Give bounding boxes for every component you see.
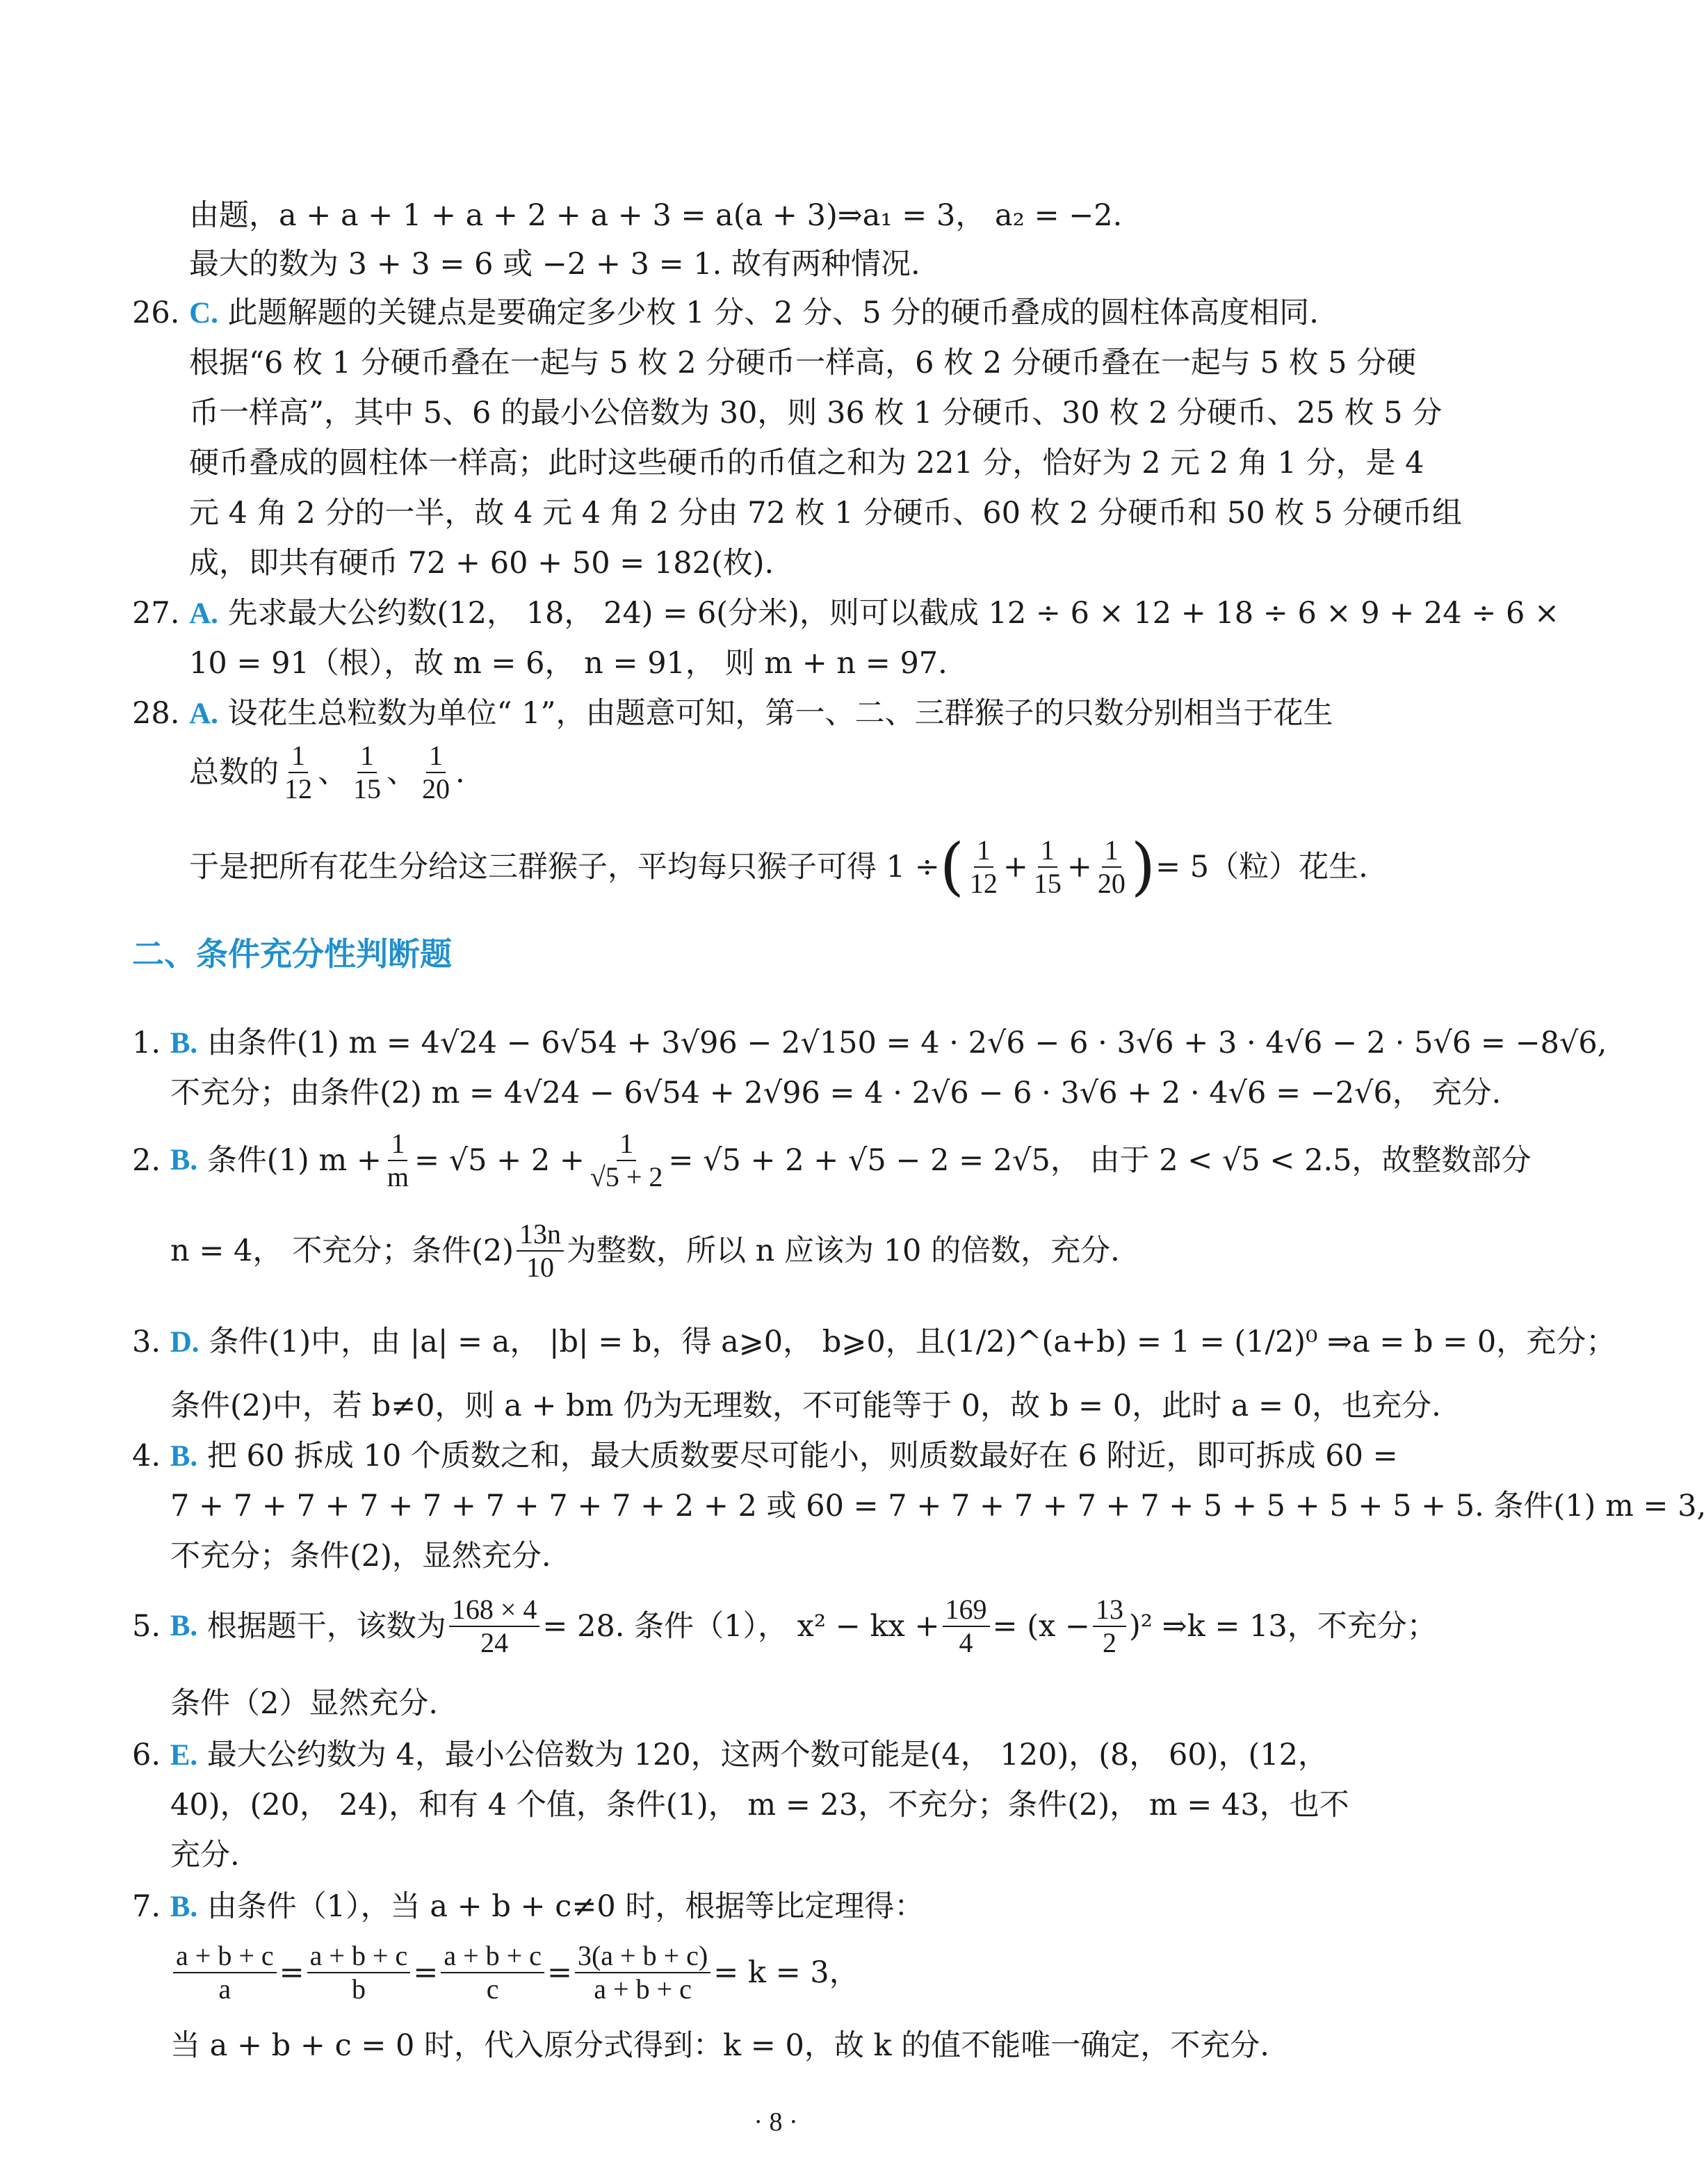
- solution-line: [170, 1940, 859, 2005]
- fraction: $\frac{3(a + b + c)}{a + b + c}$: [575, 1940, 710, 2005]
- item-4: [132, 1435, 1398, 1478]
- solution-line: 充分.: [170, 1838, 240, 1872]
- paren: (: [939, 830, 964, 903]
- solution-line: 当 a + b + c = 0 时，代入原分式得到：k = 0，故 k 的值不能唯一确定，不充分.: [170, 2028, 1269, 2063]
- solution-text: 设花生总粒数为单位“ 1”，由题意可知，第一、二、三群猴子的只数分别相当于花生: [227, 696, 1333, 731]
- fraction: $\frac{a + b + c}{b}$: [307, 1940, 411, 2005]
- text: =: [279, 1955, 304, 1990]
- fraction: 13n 10: [517, 1218, 564, 1284]
- text: = k = 3，: [713, 1955, 859, 1990]
- question-number: 6.: [132, 1738, 161, 1772]
- text: +: [1002, 850, 1028, 884]
- text: =: [546, 1955, 572, 1990]
- text: 总数的: [189, 755, 279, 790]
- text: +: [1066, 850, 1092, 884]
- fraction: 1 12: [284, 740, 312, 804]
- fraction: $\frac{1}{m}$: [387, 1128, 409, 1192]
- answer-letter: E.: [170, 1739, 198, 1772]
- item-1: [132, 1022, 1607, 1065]
- question-number: 26.: [132, 296, 180, 330]
- text: 为整数，所以 n 应该为 10 的倍数，充分.: [567, 1233, 1120, 1268]
- text: 条件(1) m +: [206, 1143, 382, 1178]
- text: n = 4， 不充分；条件(2): [170, 1233, 514, 1268]
- question-number: 7.: [132, 1889, 161, 1924]
- question-number: 28.: [132, 696, 180, 731]
- item-7: [132, 1886, 924, 1928]
- solution-line: 不充分；条件(2)，显然充分.: [170, 1539, 551, 1574]
- fraction: $\frac{1}{20}$: [1097, 834, 1126, 899]
- solution-text: 条件(1)中，由 |a| = a， |b| = b，得 a⩾0， b⩾0，且(1/2)^(a+b) = 1 = (1/2)⁰ ⇒a = b = 0，充分；: [209, 1325, 1616, 1359]
- question-number: 3.: [132, 1325, 161, 1359]
- answer-letter: A.: [189, 697, 218, 730]
- text: = √5 + 2 + √5 − 2 = 2√5， 由于 2 < √5 < 2.5，故整数部分: [668, 1143, 1532, 1178]
- fraction: 1 20: [422, 740, 450, 804]
- answer-letter: B.: [170, 1891, 198, 1923]
- item-6: [132, 1734, 1328, 1777]
- question-number: 2.: [132, 1143, 161, 1178]
- paren: ): [1130, 830, 1156, 903]
- fraction: $\frac{168 \times 4}{24}$: [449, 1594, 540, 1659]
- solution-text: 由条件（1），当 a + b + c≠0 时，根据等比定理得：: [206, 1889, 925, 1924]
- item-3: [132, 1321, 1616, 1364]
- text: 、: [387, 755, 416, 790]
- question-28: [132, 693, 1333, 735]
- question-26: [132, 292, 1319, 334]
- solution-line: 10 = 91（根），故 m = 6， n = 91， 则 m + n = 97.: [189, 646, 948, 681]
- question-27: [132, 592, 1559, 635]
- answer-letter: C.: [189, 297, 218, 330]
- question-number: 1.: [132, 1026, 161, 1060]
- item-5: [132, 1594, 1437, 1659]
- text: =: [413, 1955, 439, 1990]
- solution-line: 不充分；由条件(2) m = 4√24 − 6√54 + 2√96 = 4 · 2√6 − 6 · 3√6 + 2 · 4√6 = −2√6， 充分.: [170, 1076, 1502, 1110]
- page-number: · 8 ·: [754, 2108, 798, 2137]
- solution-line: 最大的数为 3 + 3 = 6 或 −2 + 3 = 1. 故有两种情况.: [189, 247, 920, 282]
- answer-letter: B.: [170, 1440, 198, 1473]
- answer-letter: B.: [170, 1027, 198, 1060]
- fraction: $\frac{1}{15}$: [1033, 834, 1062, 899]
- answer-letter: B.: [170, 1144, 198, 1176]
- solution-line: 币一样高”，其中 5、6 的最小公倍数为 30，则 36 枚 1 分硬币、30 枚 2 分硬币、25 枚 5 分: [189, 396, 1443, 430]
- answer-letter: D.: [170, 1326, 200, 1359]
- text: )² ⇒k = 13，不充分；: [1128, 1609, 1437, 1644]
- text: = (x −: [992, 1609, 1090, 1644]
- fraction: $\frac{a + b + c}{c}$: [441, 1940, 544, 2005]
- solution-line: 成，即共有硬币 72 + 60 + 50 = 182(枚).: [189, 546, 774, 581]
- solution-line: 40)，(20， 24)，和有 4 个值，条件(1)， m = 23，不充分；条件(2)， m = 43，也不: [170, 1788, 1349, 1822]
- section-title: 二、条件充分性判断题: [132, 935, 452, 973]
- answer-letter: B.: [170, 1610, 198, 1642]
- solution-line: 7 + 7 + 7 + 7 + 7 + 7 + 7 + 7 + 2 + 2 或 60 = 7 + 7 + 7 + 7 + 7 + 5 + 5 + 5 + 5 + 5. 条件(1) m = 3,: [170, 1489, 1706, 1523]
- solution-text: 最大公约数为 4，最小公倍数为 120，这两个数可能是(4， 120)，(8， 60)，(12，: [206, 1738, 1329, 1772]
- fraction: $\frac{169}{4}$: [943, 1594, 990, 1659]
- question-number: 4.: [132, 1439, 161, 1473]
- item-2: [132, 1128, 1532, 1193]
- question-number: 27.: [132, 596, 180, 631]
- text: = 5（粒）花生.: [1155, 850, 1368, 884]
- solution-line: 条件（2）显然充分.: [170, 1686, 439, 1721]
- solution-text: 把 60 拆成 10 个质数之和，最大质数要尽可能小，则质数最好在 6 附近，即可拆成 60 =: [206, 1439, 1398, 1473]
- solution-text: 此题解题的关键点是要确定多少枚 1 分、2 分、5 分的硬币叠成的圆柱体高度相同.: [227, 296, 1319, 330]
- solution-line: 根据“6 枚 1 分硬币叠在一起与 5 枚 2 分硬币一样高，6 枚 2 分硬币叠在一起与 5 枚 5 分硬: [189, 346, 1417, 380]
- solution-line: 元 4 角 2 分的一半，故 4 元 4 角 2 分由 72 枚 1 分硬币、60 枚 2 分硬币和 50 枚 5 分硬币组: [189, 496, 1463, 531]
- fraction: $\frac{13}{2}$: [1093, 1594, 1126, 1659]
- solution-line: 硬币叠成的圆柱体一样高；此时这些硬币的币值之和为 221 分，恰好为 2 元 2 角 1 分，是 4: [189, 446, 1424, 480]
- answer-letter: A.: [189, 597, 218, 630]
- fraction: 1 15: [353, 740, 381, 804]
- text: 根据题干，该数为: [206, 1609, 446, 1644]
- fraction: $\frac{a + b + c}{a}$: [173, 1940, 277, 2005]
- text: .: [455, 755, 465, 790]
- text: = 28. 条件（1）， x² − kx +: [542, 1609, 940, 1644]
- solution-line: [189, 740, 465, 805]
- text: = √5 + 2 +: [414, 1143, 585, 1178]
- solution-line: [189, 830, 1368, 903]
- solution-text: 先求最大公约数(12， 18， 24) = 6(分米)，则可以截成 12 ÷ 6 × 12 + 18 ÷ 6 × 9 + 24 ÷ 6 ×: [227, 596, 1560, 631]
- solution-text: 由条件(1) m = 4√24 − 6√54 + 3√96 − 2√150 = 4 · 2√6 − 6 · 3√6 + 3 · 4√6 − 2 · 5√6 = −8√6,: [206, 1026, 1607, 1060]
- solution-line: 条件(2)中，若 b≠0，则 a + bm 仍为无理数，不可能等于 0，故 b = 0，此时 a = 0，也充分.: [170, 1389, 1441, 1423]
- fraction: 1 12: [969, 834, 998, 899]
- solution-line: [170, 1218, 1120, 1284]
- question-number: 5.: [132, 1609, 161, 1644]
- solution-line: 由题，a + a + 1 + a + 2 + a + 3 = a(a + 3)⇒a₁ = 3， a₂ = −2.: [189, 198, 1123, 233]
- fraction: $\frac{1}{√5 + 2}$: [590, 1128, 663, 1192]
- text: 于是把所有花生分给这三群猴子，平均每只猴子可得 1 ÷: [189, 850, 940, 884]
- text: 、: [318, 755, 348, 790]
